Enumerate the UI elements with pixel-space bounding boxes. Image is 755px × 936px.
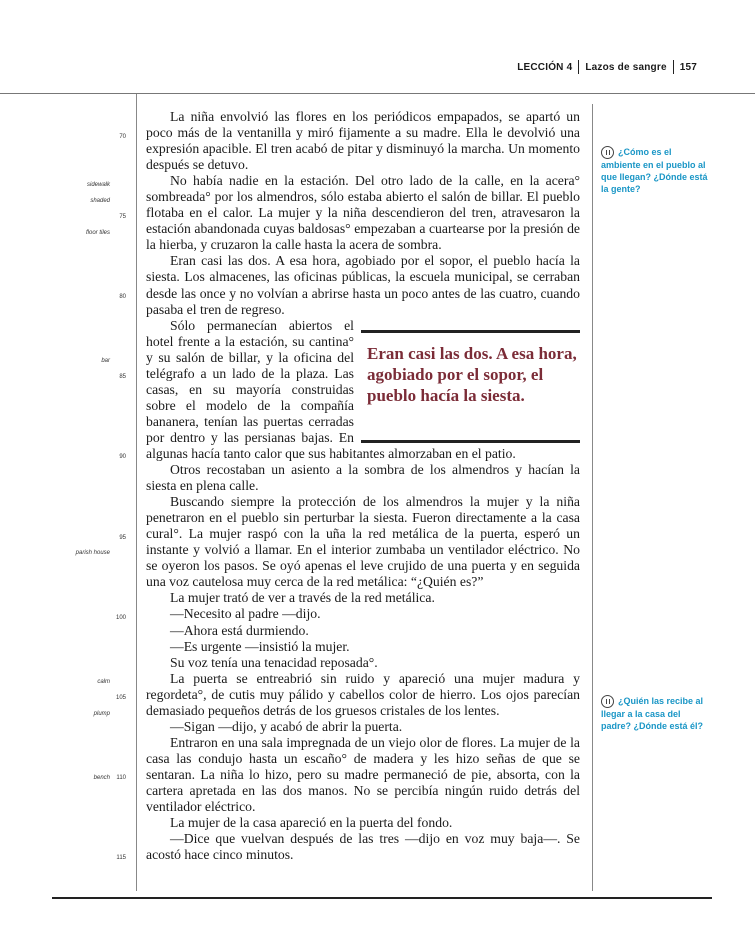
line-number: 110	[116, 775, 126, 781]
line-number: 90	[119, 454, 126, 460]
paragraph: La niña envolvió las flores en los periódicos empapados, se apartó un poco más de la ventanilla y miró fijamente a su madre. Ella le devolvió una expresión apacible. El tren acabó de pitar y disminuyó la marcha. Un momento después se detuvo.	[146, 109, 580, 173]
paragraph: Otros recostaban un asiento a la sombra de los almendros y hacían la siesta en plena calle.	[146, 462, 580, 494]
gloss-shaded: shaded	[90, 198, 110, 204]
paragraph: La mujer trató de ver a través de la red metálica.	[170, 590, 435, 606]
line-number: 105	[115, 695, 126, 701]
question-text: ¿Cómo es el ambiente en el pueblo al que llegan? ¿Dónde está la gente?	[601, 147, 708, 195]
paragraph: Eran casi las dos. A esa hora, agobiado por el sopor, el pueblo hacía la siesta. Los almacenes, las oficinas públicas, la escuela municipal, se cerraban desde las once y no volvían a abrirse hasta un poco antes de las cuatro, cuando pasaba el tren de regreso.	[146, 253, 580, 317]
gloss-sidewalk: sidewalk	[86, 182, 110, 188]
dialogue-line: —Sigan —dijo, y acabó de abrir la puerta.	[170, 718, 403, 734]
right-margin-line	[592, 104, 593, 891]
gloss-parish-house: parish house	[75, 550, 110, 556]
running-header	[517, 58, 697, 76]
lesson-title: Lazos de sangre	[585, 61, 667, 73]
dialogue-line: —Necesito al padre —dijo.	[170, 606, 321, 622]
side-question	[601, 695, 713, 732]
paragraph: Buscando siempre la protección de los almendros la mujer y la niña penetraron en el pueblo sin perturbar la siesta. Fueron directamente a la casa cural°. La mujer raspó con la uña la red metálica de la puerta, esperó un instante y volvió a llamar. En el interior zumbaba un ventilador eléctrico. No se oyeron los pasos. Se oyó apenas el leve crujido de una puerta y en seguida una voz cautelosa muy cerca de la red metálica: “¿Quién es?”	[146, 494, 580, 590]
dialogue-line: —Dice que vuelvan después de las tres —dijo en voz muy baja—. Se acostó hace cinco minutos.	[146, 831, 580, 863]
paragraph: Entraron en una sala impregnada de un viejo olor de flores. La mujer de la casa las condujo hasta un escaño° de madera y les hizo señas de que se sentaran. La niña lo hizo, pero su madre permaneció de pie, absorta, con la cartera apretada en las dos manos. No se percibía ningún ruido detrás del ventilador eléctrico.	[146, 734, 580, 815]
line-number: 80	[119, 294, 126, 300]
paragraph: Su voz tenía una tenacidad reposada°.	[170, 654, 378, 670]
header-divider	[578, 60, 579, 74]
dialogue-line: —Ahora está durmiendo.	[170, 622, 309, 638]
gloss-plump: plump	[93, 711, 110, 717]
line-number: 95	[119, 535, 126, 541]
dialogue-line: —Es urgente —insistió la mujer.	[170, 638, 350, 654]
line-number: 115	[116, 855, 126, 861]
pause-icon	[601, 695, 614, 708]
header-rule	[0, 93, 755, 94]
paragraph: Sólo permanecían abiertos el hotel frente a la estación, su cantina° y su salón de billar, y la oficina del telégrafo a un lado de la plaza. Las casas, en su mayoría construidas sobre el modelo de la compañía bananera, tenían las puertas cerradas por dentro y las persianas bajas. En algunas hacía tanto calor que sus habitantes almorzaban en el patio.	[146, 317, 516, 461]
page-number: 157	[679, 61, 697, 73]
paragraph: La puerta se entreabrió sin ruido y apareció una mujer madura y regordeta°, de cutis muy pálido y cabellos color de hierro. Los ojos parecían demasiado pequeños detrás de los gruesos cristales de los lentes.	[146, 670, 580, 718]
gloss-floor-tiles: floor tiles	[85, 230, 110, 236]
left-margin-line	[136, 94, 137, 891]
question-text: ¿Quién las recibe al llegar a la casa del padre? ¿Dónde está él?	[601, 696, 704, 732]
line-number: 75	[119, 214, 126, 220]
story-body	[146, 109, 580, 863]
footer-rule	[52, 897, 712, 899]
lesson-label: LECCIÓN 4	[517, 61, 573, 73]
line-number: 70	[119, 134, 126, 140]
paragraph: La mujer de la casa apareció en la puerta del fondo.	[170, 815, 453, 831]
paragraph: No había nadie en la estación. Del otro lado de la calle, en la acera° sombreada° por los almendros, sólo estaba abierto el salón de billar. El pueblo flotaba en el calor. La mujer y la niña descendieron del tren, atravesaron la estación abandonada cuyas baldosas° empezaban a cuartearse por la presión de la hierba, y cruzaron la calle hasta la acera de sombra.	[146, 173, 580, 253]
line-number: 85	[119, 374, 126, 380]
pause-icon	[601, 146, 614, 159]
header-divider	[673, 60, 674, 74]
pull-quote: Eran casi las dos. A esa hora, agobiado por el sopor, el pueblo hacía la siesta.	[361, 330, 580, 443]
line-number: 100	[115, 615, 126, 621]
gloss-bench: bench	[93, 775, 110, 781]
side-question	[601, 146, 713, 195]
gloss-bar: bar	[101, 358, 110, 364]
gloss-calm: calm	[97, 679, 110, 685]
